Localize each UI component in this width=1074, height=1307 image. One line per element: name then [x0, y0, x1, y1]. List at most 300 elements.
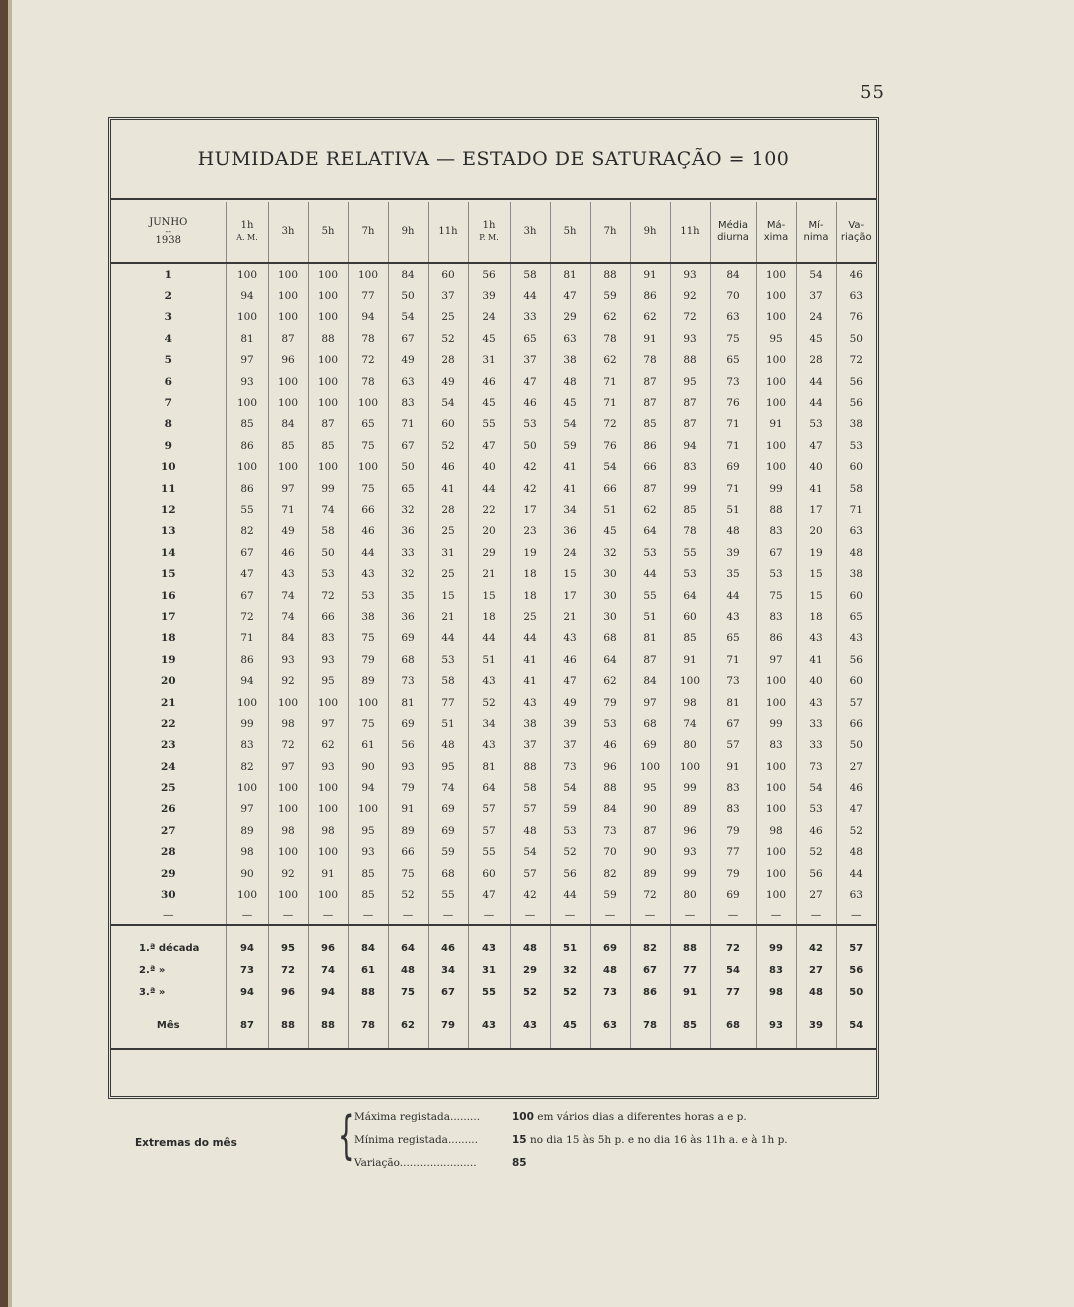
table-cell: 100 [756, 842, 796, 863]
table-cell: 44 [796, 371, 836, 392]
table-row [111, 563, 876, 584]
table-cell: 99 [756, 713, 796, 734]
table-cell: 87 [630, 392, 670, 413]
table-cell: 100 [308, 842, 348, 863]
table-cell: 34 [428, 960, 468, 982]
spacer-cell [111, 925, 226, 938]
table-cell: 53 [836, 435, 876, 456]
table-cell: 100 [756, 307, 796, 328]
table-row [111, 777, 876, 798]
table-cell: 100 [308, 777, 348, 798]
table-row [111, 670, 876, 691]
table-cell: 100 [756, 799, 796, 820]
table-cell: 25 [428, 563, 468, 584]
table-cell: 100 [348, 457, 388, 478]
table-cell: 83 [308, 628, 348, 649]
table-cell: 93 [670, 263, 710, 285]
row-label: 10 [160, 461, 176, 474]
table-cell: 27 [796, 960, 836, 982]
table-cell: 91 [710, 756, 756, 777]
table-cell: 100 [630, 756, 670, 777]
table-cell: 87 [226, 1004, 268, 1049]
table-cell: 55 [428, 884, 468, 905]
dash-cell: — [510, 906, 550, 925]
table-cell: 86 [630, 435, 670, 456]
table-cell: 58 [836, 478, 876, 499]
table-cell: 49 [428, 371, 468, 392]
table-cell: 63 [550, 328, 590, 349]
table-cell: 30 [590, 585, 630, 606]
table-cell: 57 [468, 820, 510, 841]
table-cell: 100 [308, 799, 348, 820]
table-cell: 15 [428, 585, 468, 606]
table-cell: 98 [756, 820, 796, 841]
table-cell: 79 [710, 820, 756, 841]
table-cell: 32 [388, 499, 428, 520]
table-cell: 80 [670, 735, 710, 756]
table-cell: 89 [630, 863, 670, 884]
table-row [111, 521, 876, 542]
spacer-cell [510, 925, 550, 938]
table-cell: 100 [756, 863, 796, 884]
row-label: 1.ª década [139, 943, 200, 955]
table-row [111, 606, 876, 627]
table-cell: 46 [796, 820, 836, 841]
header-row [111, 202, 876, 263]
table-cell: 38 [510, 713, 550, 734]
table-cell: 94 [226, 982, 268, 1004]
table-cell: 28 [796, 350, 836, 371]
dash-cell: — [468, 906, 510, 925]
col-variacao [836, 202, 876, 263]
table-cell: 42 [510, 478, 550, 499]
table-cell: 29 [510, 960, 550, 982]
extremes-min-value: 15 [512, 1134, 527, 1146]
table-cell: 81 [388, 692, 428, 713]
table-cell: 69 [428, 820, 468, 841]
table-cell: 75 [388, 982, 428, 1004]
table-cell: 43 [796, 692, 836, 713]
table-cell: 85 [226, 414, 268, 435]
table-cell: 19 [510, 542, 550, 563]
table-cell: 45 [590, 521, 630, 542]
table-cell: 100 [226, 307, 268, 328]
table-cell: 67 [710, 713, 756, 734]
dash-cell: — [111, 906, 226, 925]
table-cell: 81 [468, 756, 510, 777]
table-cell: 56 [468, 263, 510, 285]
table-cell: 75 [388, 863, 428, 884]
extremes-label: Extremas do mês [135, 1137, 237, 1149]
table-cell: 94 [348, 777, 388, 798]
table-row [111, 307, 876, 328]
table-row [111, 542, 876, 563]
table-cell: 36 [550, 521, 590, 542]
table-cell: 41 [796, 478, 836, 499]
row-label: 26 [160, 803, 176, 816]
spacer-cell [836, 925, 876, 938]
table-cell: 57 [836, 692, 876, 713]
table-cell: 100 [756, 777, 796, 798]
table-cell: 96 [268, 982, 308, 1004]
table-cell: 100 [756, 756, 796, 777]
table-cell: 75 [348, 628, 388, 649]
table-cell: 61 [348, 735, 388, 756]
table-cell: 43 [710, 606, 756, 627]
table-cell: 98 [670, 692, 710, 713]
table-cell: 55 [226, 499, 268, 520]
extremes-min-label: Mínima registada......... [354, 1134, 478, 1146]
table-cell: 57 [510, 799, 550, 820]
row-label: 22 [160, 717, 176, 730]
table-cell: 98 [226, 842, 268, 863]
table-cell: 100 [308, 307, 348, 328]
table-cell: 67 [756, 542, 796, 563]
table-cell: 66 [388, 842, 428, 863]
table-cell: 64 [468, 777, 510, 798]
table-cell: 95 [756, 328, 796, 349]
spacer-cell [710, 925, 756, 938]
table-cell: 19 [796, 542, 836, 563]
row-label: Mês [111, 1004, 226, 1049]
table-cell: 95 [630, 777, 670, 798]
table-cell: 78 [670, 521, 710, 542]
table-cell: 72 [836, 350, 876, 371]
table-cell: 52 [550, 842, 590, 863]
table-cell: 41 [796, 649, 836, 670]
table-cell: 71 [388, 414, 428, 435]
table-row [111, 735, 876, 756]
table-cell: 31 [468, 960, 510, 982]
table-cell: 88 [756, 499, 796, 520]
table-cell: 87 [630, 649, 670, 670]
table-cell: 66 [836, 713, 876, 734]
table-cell: 87 [670, 414, 710, 435]
table-cell: 37 [510, 350, 550, 371]
row-label: 9 [164, 439, 172, 452]
table-cell: 43 [510, 692, 550, 713]
table-row [111, 435, 876, 456]
table-cell: 67 [630, 960, 670, 982]
table-row [111, 350, 876, 371]
col-1pm-label: 1h [482, 220, 496, 231]
table-cell: 53 [670, 563, 710, 584]
table-cell: 83 [388, 392, 428, 413]
table-cell: 52 [550, 982, 590, 1004]
table-cell: 61 [348, 960, 388, 982]
table-cell: 71 [710, 414, 756, 435]
table-cell: 69 [428, 799, 468, 820]
table-cell: 93 [348, 842, 388, 863]
table-cell: 55 [468, 842, 510, 863]
table-cell: 96 [670, 820, 710, 841]
table-cell: 77 [670, 960, 710, 982]
dash-cell: — [268, 906, 308, 925]
table-cell: 54 [796, 263, 836, 285]
extremes-var-label: Variação....................... [354, 1157, 477, 1169]
table-cell: 64 [388, 938, 428, 960]
spacer-cell [550, 925, 590, 938]
table-row [111, 842, 876, 863]
table-cell: 74 [308, 960, 348, 982]
table-cell: 75 [348, 713, 388, 734]
table-cell: 74 [428, 777, 468, 798]
table-cell: 25 [510, 606, 550, 627]
table-cell: 71 [590, 371, 630, 392]
table-cell: 90 [348, 756, 388, 777]
table-cell: 95 [268, 938, 308, 960]
table-cell: 46 [836, 263, 876, 285]
table-cell: 50 [388, 285, 428, 306]
table-cell: 50 [836, 982, 876, 1004]
table-cell: 77 [348, 285, 388, 306]
spacer-cell [388, 925, 428, 938]
table-cell: 83 [756, 606, 796, 627]
table-cell: 88 [590, 263, 630, 285]
table-cell: 17 [510, 499, 550, 520]
dash-cell: — [590, 906, 630, 925]
table-cell: 85 [268, 435, 308, 456]
dash-cell: — [226, 906, 268, 925]
table-cell: 39 [468, 285, 510, 306]
table-cell: 45 [468, 328, 510, 349]
table-cell: 77 [710, 842, 756, 863]
table-cell: 100 [268, 457, 308, 478]
row-label: 5 [164, 354, 172, 367]
table-cell: 34 [468, 713, 510, 734]
table-cell: 52 [836, 820, 876, 841]
dash-cell: — [796, 906, 836, 925]
table-cell: 95 [308, 670, 348, 691]
row-label: 8 [164, 418, 172, 431]
dash-cell: — [348, 906, 388, 925]
table-cell: 100 [756, 670, 796, 691]
table-cell: 25 [428, 521, 468, 542]
table-cell: 53 [550, 820, 590, 841]
table-cell: 63 [836, 521, 876, 542]
table-cell: 60 [428, 414, 468, 435]
table-cell: 18 [510, 585, 550, 606]
table-cell: 100 [308, 350, 348, 371]
table-cell: 17 [550, 585, 590, 606]
table-cell: 46 [348, 521, 388, 542]
table-cell: 100 [756, 435, 796, 456]
table-cell: 99 [756, 478, 796, 499]
table-cell: 94 [348, 307, 388, 328]
col-9pm: 9h [630, 202, 670, 263]
table-cell: 65 [836, 606, 876, 627]
table-cell: 47 [796, 435, 836, 456]
table-cell: 42 [510, 457, 550, 478]
table-cell: 68 [388, 649, 428, 670]
table-cell: 84 [268, 628, 308, 649]
col-9am: 9h [388, 202, 428, 263]
table-cell: 47 [550, 670, 590, 691]
table-cell: 83 [710, 777, 756, 798]
table-cell: 45 [468, 392, 510, 413]
table-cell: 71 [710, 478, 756, 499]
table-cell: 43 [550, 628, 590, 649]
table-cell: 36 [388, 521, 428, 542]
table-cell: 38 [836, 563, 876, 584]
table-cell: 53 [796, 799, 836, 820]
table-body [111, 263, 876, 1049]
table-cell: 98 [308, 820, 348, 841]
book-spine [0, 0, 8, 1307]
table-cell: 40 [796, 457, 836, 478]
table-cell: 51 [428, 713, 468, 734]
table-cell: 73 [550, 756, 590, 777]
table-cell: 52 [428, 435, 468, 456]
month-header [111, 202, 226, 263]
table-cell: 84 [630, 670, 670, 691]
table-cell: 86 [630, 982, 670, 1004]
table-cell: 47 [550, 285, 590, 306]
table-cell: 97 [226, 799, 268, 820]
table-cell: 52 [428, 328, 468, 349]
table-cell: 73 [590, 982, 630, 1004]
table-cell: 37 [550, 735, 590, 756]
table-cell: 48 [836, 842, 876, 863]
table-row [111, 457, 876, 478]
spacer-cell [268, 925, 308, 938]
table-cell: 81 [710, 692, 756, 713]
table-cell: 81 [630, 628, 670, 649]
table-cell: 46 [836, 777, 876, 798]
table-cell: 15 [468, 585, 510, 606]
table-cell: 54 [836, 1004, 876, 1049]
table-cell: 85 [348, 884, 388, 905]
table-cell: 44 [836, 863, 876, 884]
table-cell: 90 [630, 799, 670, 820]
table-cell: 55 [468, 982, 510, 1004]
table-cell: 53 [796, 414, 836, 435]
table-cell: 62 [388, 1004, 428, 1049]
table-cell: 77 [428, 692, 468, 713]
table-cell: 68 [710, 1004, 756, 1049]
table-cell: 87 [630, 371, 670, 392]
summary-row [111, 982, 876, 1004]
extremes-max-label: Máxima registada......... [354, 1111, 481, 1123]
table-cell: 41 [550, 478, 590, 499]
col-5pm: 5h [550, 202, 590, 263]
table-cell: 72 [630, 884, 670, 905]
table-cell: 46 [268, 542, 308, 563]
table-cell: 59 [550, 799, 590, 820]
table-cell: 100 [308, 392, 348, 413]
table-cell: 59 [590, 884, 630, 905]
table-cell: 97 [630, 692, 670, 713]
col-3pm: 3h [510, 202, 550, 263]
spacer-cell [428, 925, 468, 938]
table-cell: 73 [710, 670, 756, 691]
table-cell: 45 [550, 1004, 590, 1049]
table-cell: 37 [510, 735, 550, 756]
table-cell: 93 [226, 371, 268, 392]
table-cell: 44 [468, 478, 510, 499]
dash-cell: — [670, 906, 710, 925]
table-cell: 35 [710, 563, 756, 584]
table-cell: 100 [308, 371, 348, 392]
extremes-brace: { [338, 1106, 355, 1166]
table-cell: 55 [468, 414, 510, 435]
table-row [111, 585, 876, 606]
table-row [111, 263, 876, 285]
table-cell: 75 [348, 435, 388, 456]
col-5am: 5h [308, 202, 348, 263]
table-cell: 65 [510, 328, 550, 349]
table-cell: 37 [428, 285, 468, 306]
table-cell: 85 [670, 499, 710, 520]
col-1am [226, 202, 268, 263]
extremes-min [512, 1134, 788, 1146]
row-label: 30 [160, 889, 176, 902]
table-cell: 50 [308, 542, 348, 563]
table-cell: 88 [590, 777, 630, 798]
table-cell: 84 [388, 263, 428, 285]
table-cell: 23 [510, 521, 550, 542]
table-cell: 46 [590, 735, 630, 756]
table-cell: 48 [550, 371, 590, 392]
row-label: 28 [160, 846, 176, 859]
dash-cell: — [550, 906, 590, 925]
table-cell: 89 [670, 799, 710, 820]
table-cell: 20 [796, 521, 836, 542]
table-cell: 44 [348, 542, 388, 563]
table-cell: 76 [836, 307, 876, 328]
table-cell: 42 [796, 938, 836, 960]
col-minima-label2: nima [803, 232, 829, 243]
table-cell: 92 [268, 670, 308, 691]
col-11pm: 11h [670, 202, 710, 263]
table-cell: 100 [348, 392, 388, 413]
table-cell: 89 [388, 820, 428, 841]
table-row [111, 756, 876, 777]
table-cell: 32 [550, 960, 590, 982]
table-cell: 100 [268, 692, 308, 713]
month-summary-row [111, 1004, 876, 1049]
table-cell: 64 [670, 585, 710, 606]
table-cell: 83 [670, 457, 710, 478]
spacer-cell [796, 925, 836, 938]
table-cell: 87 [268, 328, 308, 349]
table-cell: 41 [510, 649, 550, 670]
table-cell: 54 [796, 777, 836, 798]
row-label: 24 [160, 760, 176, 773]
table-cell: 34 [550, 499, 590, 520]
table-cell: 38 [348, 606, 388, 627]
col-7am: 7h [348, 202, 388, 263]
row-label: 18 [160, 632, 176, 645]
table-cell: 100 [226, 457, 268, 478]
table-cell: 91 [308, 863, 348, 884]
table-cell: 69 [630, 735, 670, 756]
table-cell: 79 [710, 863, 756, 884]
extremes-var [512, 1157, 527, 1169]
table-cell: 94 [226, 670, 268, 691]
col-media [710, 202, 756, 263]
table-cell: 85 [308, 435, 348, 456]
table-cell: 25 [428, 307, 468, 328]
table-cell: 36 [388, 606, 428, 627]
table-cell: 48 [388, 960, 428, 982]
table-cell: 24 [550, 542, 590, 563]
table-cell: 93 [308, 649, 348, 670]
table-cell: 69 [388, 713, 428, 734]
year-label: 1938 [155, 235, 181, 246]
table-cell: 51 [468, 649, 510, 670]
table-cell: 95 [348, 820, 388, 841]
